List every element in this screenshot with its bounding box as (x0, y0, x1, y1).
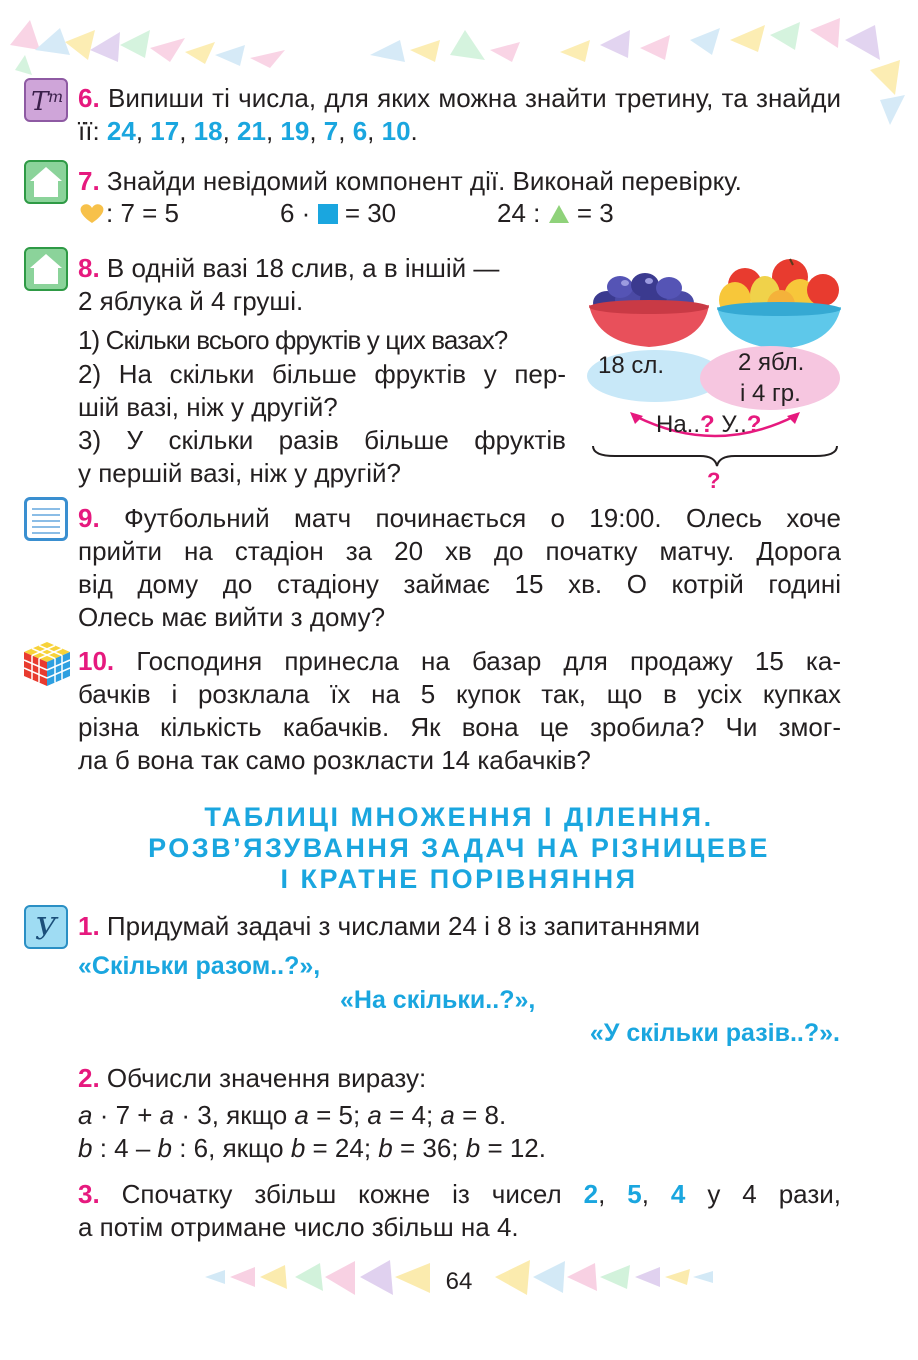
creative-task-icon (24, 78, 68, 122)
task-7: 7. Знайди невідомий компонент дії. Виконай перевірку. (78, 166, 742, 196)
task-7-equation-2: 6 · = 30 (280, 198, 397, 228)
square-icon (318, 204, 338, 224)
diagram-compare-label: На..? У..? (656, 411, 762, 438)
task-8-line-2: 2 яблука й 4 груші. (78, 286, 304, 316)
task-8-question-3: 3) У скільки разів більше фруктів у першій вазі, ніж у другій? (78, 425, 566, 488)
triangle-icon (548, 204, 570, 224)
svg-text:т: т (48, 87, 64, 106)
diagram-total-question: ? (707, 468, 721, 493)
task-8-question-1: 1) Скільки всього фруктів у цих вазах? (78, 325, 508, 355)
expression-b: b : 4 – b : 6, якщо b = 24; b = 36; b = 12. (78, 1133, 546, 1163)
task-8-question-2: 2) На скільки більше фруктів у пер- шій вазі, ніж у другій? (78, 359, 566, 422)
task-6: 6. Випиши ті числа, для яких можна знайти третину, та знайди її: 24, 17, 18, 21, 19, 7, 6, 10. (78, 83, 841, 146)
page-number: 64 (445, 1268, 473, 1295)
rubik-cube-icon (22, 640, 72, 688)
question-how-many-more: «На скільки..?», (340, 986, 536, 1014)
home-task-icon (24, 247, 68, 291)
heart-icon (78, 201, 106, 225)
home-task-icon (24, 160, 68, 204)
diagram-right-label: 2 ябл. і 4 гр. (738, 349, 805, 407)
svg-text:Т: Т (31, 87, 49, 117)
svg-text:У: У (35, 912, 57, 947)
section-task-2: 2. Обчисли значення виразу: (78, 1063, 427, 1093)
section-task-3: 3. Спочатку збільш кожне із чисел 2, 5, 4 у 4 рази, а потім отримане число збільш на 4. (78, 1179, 841, 1242)
oral-task-icon (24, 905, 68, 949)
task-7-equation-3: 24 : = 3 (497, 198, 614, 228)
task-number: 6. (78, 83, 100, 113)
diagram-left-label: 18 сл. (598, 352, 665, 379)
question-how-many-together: «Скільки разом..?», (78, 952, 321, 980)
expression-a: a · 7 + a · 3, якщо a = 5; a = 4; a = 8. (78, 1100, 507, 1130)
question-how-many-times: «У скільки разів..?». (589, 1019, 840, 1047)
task-9: 9. Футбольний матч починається о 19:00. Олесь хоче прийти на стадіон за 20 хв до початку матчу. Дорога від дому до стадіону займає 15 хв. О котрій годині Олесь має вийти з дому? (78, 503, 841, 632)
notebook-icon (24, 497, 68, 541)
task-8-line-1: 8. В одній вазі 18 слив, а в іншій — (78, 253, 500, 283)
section-task-1: 1. Придумай задачі з числами 24 і 8 із запитаннями (78, 911, 701, 941)
task-7-equation-1: : 7 = 5 (78, 197, 179, 230)
section-heading: ТАБЛИЦІ МНОЖЕННЯ І ДІЛЕННЯ. РОЗВ’ЯЗУВАННЯ ЗАДАЧ НА РІЗНИЦЕВЕ І КРАТНЕ ПОРІВНЯННЯ (148, 802, 770, 894)
task-text: Випиши ті числа, для яких можна знайти третину, та знайди її: (78, 83, 841, 146)
task-10: 10. Господиня принесла на базар для продажу 15 ка- бачків і розклала їх на 5 купок так, що в усіх купках різна кількість кабачків. Як вона це зробила? Чи змог- ла б вона так само розкласти 14 кабачків? (78, 646, 841, 775)
